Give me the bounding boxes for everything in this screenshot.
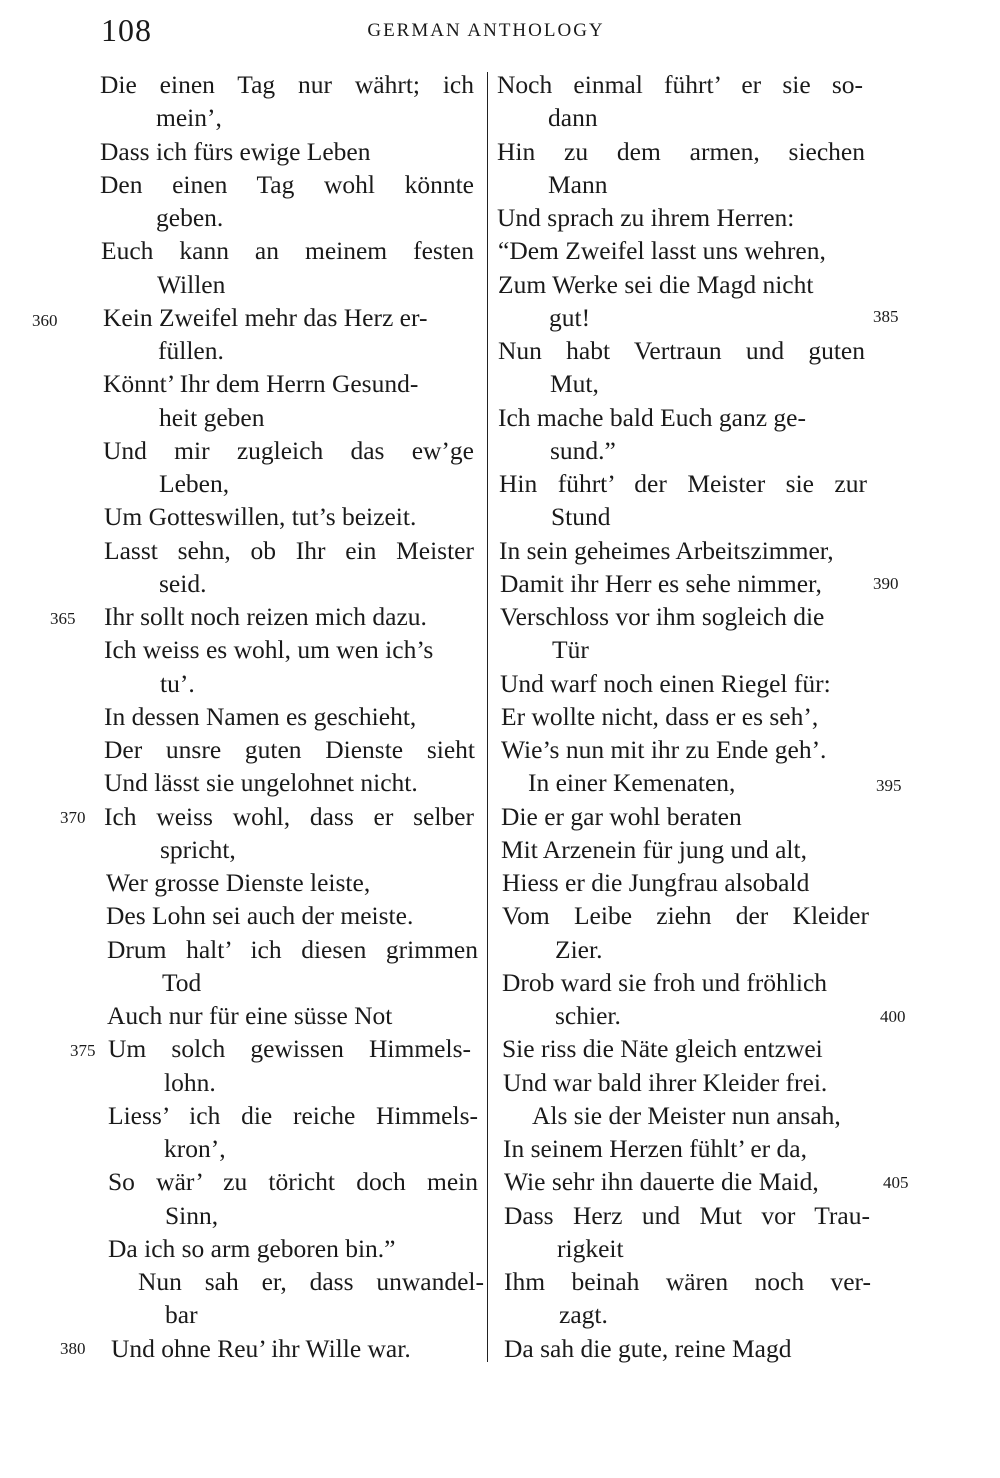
verse-line: Mut, <box>550 369 599 399</box>
verse-line: Ihm beinah wären noch ver- <box>504 1267 871 1296</box>
verse-line: Da sah die gute, reine Magd <box>504 1333 792 1363</box>
verse-line: Als sie der Meister nun ansah, <box>532 1100 841 1130</box>
verse-line: Nun sah er, dass unwandel- <box>138 1267 484 1296</box>
verse-line: seid. <box>159 568 207 598</box>
column-divider <box>487 72 488 1362</box>
verse-line: Drob ward sie froh und fröhlich <box>502 967 828 997</box>
verse-line: Lasst sehn, ob Ihr ein Meister <box>104 535 474 565</box>
verse-line: Ich weiss wohl, dass er selber <box>104 801 474 831</box>
verse-line: Den einen Tag wohl könnte <box>100 169 474 199</box>
verse-line: Hin zu dem armen, siechen <box>497 136 865 166</box>
running-title-text: GERMAN ANTHOLOGY <box>367 20 605 41</box>
verse-line: Leben, <box>159 469 230 498</box>
verse-line: lohn. <box>164 1067 216 1097</box>
verse-line: So wär’ zu töricht doch mein <box>108 1167 478 1197</box>
verse-line: Des Lohn sei auch der meiste. <box>106 901 414 931</box>
verse-line: Sie riss die Näte gleich entzwei <box>502 1034 823 1064</box>
line-number: 370 <box>60 808 86 827</box>
verse-line: Und warf noch einen Riegel für: <box>500 668 831 698</box>
verse-line: Dass ich fürs ewige Leben <box>100 136 371 166</box>
verse-line: gut! <box>549 302 591 332</box>
verse-line: Hin führt’ der Meister sie zur <box>499 469 867 498</box>
verse-line: In dessen Namen es geschieht, <box>104 701 417 731</box>
verse-line: In sein geheimes Arbeitszimmer, <box>499 535 834 565</box>
verse-line: Der unsre guten Dienste sieht <box>104 735 475 764</box>
verse-line: Um Gotteswillen, tut’s beizeit. <box>104 502 417 532</box>
page-number: 108 <box>101 12 152 48</box>
line-number: 380 <box>60 1339 86 1358</box>
verse-line: Mann <box>548 169 608 199</box>
line-number: 405 <box>883 1173 909 1192</box>
verse-line: Sinn, <box>165 1200 219 1230</box>
verse-line: Zum Werke sei die Magd nicht <box>498 269 814 299</box>
verse-line: heit geben <box>159 402 265 432</box>
verse-line: Und ohne Reu’ ihr Wille war. <box>111 1333 411 1363</box>
verse-line: Damit ihr Herr es sehe nimmer, <box>500 568 822 598</box>
verse-line: Ihr sollt noch reizen mich dazu. <box>104 602 427 631</box>
verse-line: tu’. <box>160 668 195 698</box>
line-number: 365 <box>50 609 76 628</box>
verse-line: Noch einmal führt’ er sie so- <box>497 70 863 99</box>
verse-line: bar <box>165 1300 198 1330</box>
verse-line: Stund <box>551 502 611 532</box>
verse-line: Liess’ ich die reiche Himmels- <box>108 1100 478 1130</box>
verse-line: “Dem Zweifel lasst uns wehren, <box>498 236 826 266</box>
verse-line: Er wollte nicht, dass er es seh’, <box>501 701 819 731</box>
verse-line: Ich mache bald Euch ganz ge- <box>498 402 806 432</box>
verse-line: rigkeit <box>557 1233 624 1263</box>
verse-line: Wie’s nun mit ihr zu Ende geh’. <box>501 735 827 764</box>
verse-line: Die er gar wohl beraten <box>501 801 742 831</box>
verse-line: Hiess er die Jungfrau alsobald <box>502 868 810 897</box>
verse-line: Wer grosse Dienste leiste, <box>106 868 371 897</box>
verse-line: schier. <box>555 1001 621 1030</box>
verse-line: In einer Kemenaten, <box>528 768 736 798</box>
verse-line: Kein Zweifel mehr das Herz er- <box>103 302 428 332</box>
verse-line: sund.” <box>550 435 616 465</box>
verse-line: geben. <box>156 203 224 232</box>
verse-line: dann <box>548 103 598 133</box>
line-number: 395 <box>876 776 902 795</box>
line-number: 375 <box>70 1041 96 1060</box>
verse-line: Mit Arzenein für jung und alt, <box>501 834 807 864</box>
verse-line: Da ich so arm geboren bin.” <box>108 1233 396 1263</box>
verse-line: Wie sehr ihn dauerte die Maid, <box>504 1167 819 1197</box>
line-number: 360 <box>32 311 58 330</box>
verse-line: Könnt’ Ihr dem Herrn Gesund- <box>103 369 419 399</box>
verse-line: Nun habt Vertraun und guten <box>498 336 865 365</box>
verse-line: mein’, <box>156 103 222 133</box>
verse-line: Vom Leibe ziehn der Kleider <box>502 901 869 931</box>
verse-line: Drum halt’ ich diesen grimmen <box>107 934 478 964</box>
verse-line: kron’, <box>164 1134 226 1163</box>
verse-line: Und sprach zu ihrem Herren: <box>497 203 795 232</box>
verse-line: Willen <box>157 269 226 299</box>
verse-line: füllen. <box>158 336 224 365</box>
line-number: 400 <box>880 1007 906 1026</box>
line-number: 385 <box>873 307 899 326</box>
verse-line: Tür <box>552 635 589 665</box>
verse-line: Verschloss vor ihm sogleich die <box>500 602 825 631</box>
verse-line: Und mir zugleich das ew’ge <box>103 435 474 465</box>
verse-line: Ich weiss es wohl, um wen ich’s <box>104 635 434 665</box>
verse-line: Um solch gewissen Himmels- <box>108 1034 471 1064</box>
verse-line: Tod <box>162 967 202 997</box>
line-number: 390 <box>873 574 899 593</box>
verse-line: Zier. <box>555 934 603 964</box>
verse-line: Und lässt sie ungelohnet nicht. <box>104 768 418 798</box>
verse-line: Die einen Tag nur währt; ich <box>100 70 474 99</box>
verse-line: Und war bald ihrer Kleider frei. <box>503 1067 828 1097</box>
verse-line: Auch nur für eine süsse Not <box>107 1001 393 1030</box>
verse-line: Dass Herz und Mut vor Trau- <box>504 1200 870 1230</box>
verse-line: spricht, <box>160 834 236 864</box>
verse-line: zagt. <box>559 1300 608 1330</box>
verse-line: In seinem Herzen fühlt’ er da, <box>503 1134 807 1163</box>
running-title <box>0 20 1000 42</box>
verse-line: Euch kann an meinem festen <box>101 236 474 266</box>
